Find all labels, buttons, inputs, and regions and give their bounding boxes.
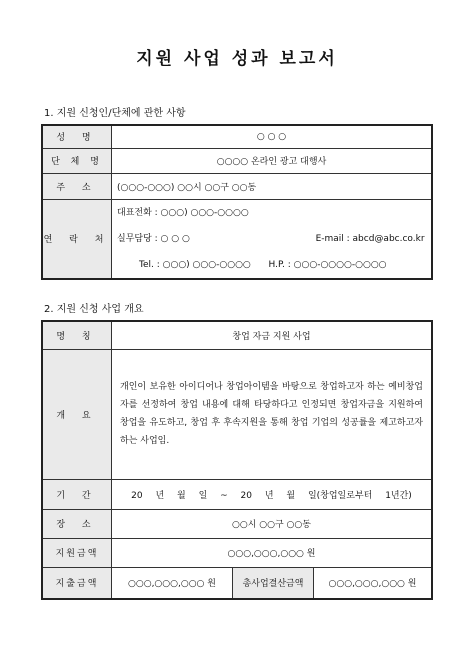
name-row [42, 125, 432, 148]
contact-hp: H.P. : ○○○-○○○○-○○○○ [268, 259, 387, 270]
contact-row [42, 199, 432, 279]
contact-cell [112, 199, 433, 279]
applicant-table [41, 124, 433, 280]
address-row [42, 173, 432, 199]
contact-email: E-mail : abcd@abc.co.kr [315, 233, 425, 244]
summary-label: 개 요 [42, 349, 112, 479]
support-row [42, 538, 432, 567]
summary-row [42, 349, 432, 479]
org-label: 단 체 명 [42, 148, 112, 173]
project-name-row [42, 321, 432, 349]
expense-value: ○○○,○○○,○○○ 원 [112, 567, 233, 599]
name-value: ○ ○ ○ [112, 125, 433, 148]
period-row [42, 479, 432, 509]
contact-staff: 실무담당 : ○ ○ ○ [117, 233, 190, 244]
place-row [42, 509, 432, 538]
address-label: 주 소 [42, 173, 112, 199]
section1-heading: 1. 지원 신청인/단체에 관한 사항 [44, 108, 186, 119]
org-value: ○○○○ 온라인 광고 대행사 [112, 148, 433, 173]
expense-label: 지출금액 [42, 567, 112, 599]
total-value: ○○○,○○○,○○○ 원 [314, 567, 433, 599]
document-title: 지원 사업 성과 보고서 [136, 49, 338, 69]
support-value: ○○○,○○○,○○○ 원 [112, 538, 433, 567]
contact-phone-line [117, 252, 426, 278]
support-label: 지원금액 [42, 538, 112, 567]
period-label: 기 간 [42, 479, 112, 509]
period-value: 20 년 월 일 ~ 20 년 월 일(창업일로부터 1년간) [112, 479, 433, 509]
org-row [42, 148, 432, 173]
section2-heading: 2. 지원 신청 사업 개요 [44, 304, 144, 315]
contact-staff-line [117, 226, 426, 252]
contact-tel: Tel. : ○○○) ○○○-○○○○ [139, 259, 251, 270]
place-value: ○○시 ○○구 ○○동 [112, 509, 433, 538]
total-label: 총사업결산금액 [233, 567, 314, 599]
contact-rep: 대표전화 : ○○○) ○○○-○○○○ [117, 207, 249, 218]
project-table [41, 320, 433, 600]
address-value: (○○○-○○○) ○○시 ○○구 ○○동 [112, 173, 433, 199]
contact-label: 연 락 처 [42, 199, 112, 279]
project-name-label: 명 칭 [42, 321, 112, 349]
place-label: 장 소 [42, 509, 112, 538]
project-name-value: 창업 자금 지원 사업 [112, 321, 433, 349]
name-label: 성 명 [42, 125, 112, 148]
summary-value: 개인이 보유한 아이디어나 창업아이템을 바탕으로 창업하고자 하는 예비창업자를 선정하여 창업 내용에 대해 타당하다고 인정되면 창업자금을 지원하여 창업을 유도하고, 창업 후 후속지원을 통해 창업 기업의 성공률을 제고하고자 하는 사업임. [112, 349, 433, 479]
expense-row [42, 567, 432, 599]
